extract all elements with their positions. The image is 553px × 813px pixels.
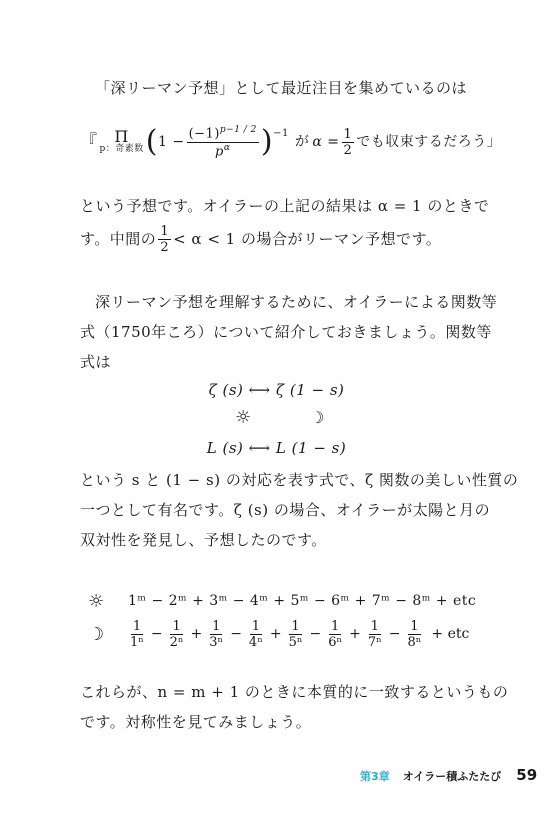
moon-term-denominator: 5ⁿ xyxy=(288,634,303,650)
paragraph-2-line-2-post: < α < 1 の場合がリーマン予想です。 xyxy=(173,230,442,248)
formula-half-num: 1 xyxy=(343,126,353,142)
moon-term-sign: + xyxy=(269,626,282,642)
moon-term-sign: − xyxy=(150,626,163,642)
paragraph-5-line-1: これらが、n = m + 1 のときに本質的に一致するというもの xyxy=(80,683,509,701)
moon-term-fraction xyxy=(170,620,184,649)
functional-equation-L: L (s) ⟷ L (1 − s) xyxy=(206,439,347,457)
moon-term-sign: − xyxy=(309,626,322,642)
formula-half xyxy=(342,128,355,157)
formula-denominator-exponent: α xyxy=(223,142,231,153)
formula-paren-close: ) xyxy=(260,124,274,159)
moon-term-denominator: 3ⁿ xyxy=(209,634,224,650)
moon-term-fraction xyxy=(328,620,342,649)
paragraph-2-half-num: 1 xyxy=(160,223,170,239)
formula-paren-open: ( xyxy=(145,124,158,159)
moon-term-denominator: 1ⁿ xyxy=(130,634,144,650)
page-footer xyxy=(360,765,538,784)
formula-numerator-exponent: p−1 / 2 xyxy=(219,125,257,136)
sun-icon: ☼ xyxy=(235,407,252,428)
moon-term-numerator: 1 xyxy=(331,618,340,634)
moon-term-denominator: 4ⁿ xyxy=(248,634,263,650)
moon-term-numerator: 1 xyxy=(370,618,379,634)
moon-icon: ☽ xyxy=(310,408,325,427)
sun-series-row xyxy=(88,586,476,616)
moon-series-tail: + etc xyxy=(431,626,470,642)
moon-term-fraction xyxy=(209,620,223,649)
moon-term-numerator: 1 xyxy=(212,618,221,634)
formula-numerator-base: (−1) xyxy=(188,126,220,142)
moon-term-fraction xyxy=(368,620,382,649)
paragraph-4-line-2: 一つとして有名です。ζ (s) の場合、オイラーが太陽と月の xyxy=(80,501,491,519)
moon-term-numerator: 1 xyxy=(251,618,261,634)
paragraph-3-line-1: 深リーマン予想を理解するために、オイラーによる関数等 xyxy=(95,293,498,311)
sun-moon-row xyxy=(0,408,553,432)
formula-ga: が xyxy=(294,134,310,150)
product-symbol: Π xyxy=(114,127,129,146)
product-formula xyxy=(80,118,500,166)
moon-series-icon: ☽ xyxy=(88,623,105,645)
paragraph-4-line-3: 双対性を発見し、予想したのです。 xyxy=(80,531,327,549)
moon-term-sign: + xyxy=(349,626,361,642)
moon-term-denominator: 2ⁿ xyxy=(169,634,184,650)
formula-numerator xyxy=(187,126,259,142)
moon-term-fraction xyxy=(289,620,303,649)
moon-term-numerator: 1 xyxy=(132,618,142,634)
formula-denominator-base: p xyxy=(215,143,224,159)
chapter-label: 第3章 xyxy=(360,770,390,783)
moon-series xyxy=(128,620,423,649)
formula-fraction xyxy=(187,126,259,158)
formula-open-bracket: 『 xyxy=(80,132,98,152)
moon-term-numerator: 1 xyxy=(291,618,300,634)
formula-tail: でも収束するだろう」 xyxy=(356,134,502,150)
paragraph-1-line-1: 「深リーマン予想」として最近注目を集めているのは xyxy=(95,79,468,97)
formula-denominator xyxy=(215,143,230,158)
functional-equation-zeta: ζ (s) ⟷ ζ (1 − s) xyxy=(208,381,345,399)
formula-half-den: 2 xyxy=(343,142,353,158)
paragraph-4-line-1: という s と (1 − s) の対応を表す式で、ζ 関数の美しい性質の xyxy=(80,471,519,489)
paragraph-3-line-3: 式は xyxy=(80,353,112,371)
moon-term-sign: + xyxy=(190,626,203,642)
paragraph-2-half-den: 2 xyxy=(160,239,170,255)
paragraph-2-line-2-pre: す。中間の xyxy=(80,230,157,248)
moon-term-fraction xyxy=(407,620,421,649)
moon-term-sign: − xyxy=(388,626,401,642)
paragraph-5-line-2: です。対称性を見てみましょう。 xyxy=(80,713,312,731)
moon-term-denominator: 6ⁿ xyxy=(328,634,343,650)
paragraph-2-line-1: という予想です。オイラーの上記の結果は α = 1 のときで xyxy=(80,197,490,215)
moon-term-fraction xyxy=(130,620,144,649)
formula-alpha-eq: α = xyxy=(312,134,340,150)
paragraph-3-line-2: 式（1750年ころ）について紹介しておきましょう。関数等 xyxy=(80,323,492,341)
moon-term-numerator: 1 xyxy=(410,618,419,634)
moon-term-sign: − xyxy=(230,626,242,642)
chapter-title: オイラー積ふたたび xyxy=(402,770,502,783)
moon-series-row xyxy=(88,614,469,654)
paragraph-2-line-2 xyxy=(80,222,500,256)
product-subscript: p：奇素数 xyxy=(99,144,144,154)
page-number: 59 xyxy=(516,766,538,784)
moon-term-denominator: 7ⁿ xyxy=(367,634,382,650)
sun-series: 1ᵐ − 2ᵐ + 3ᵐ − 4ᵐ + 5ᵐ − 6ᵐ + 7ᵐ − 8ᵐ + etc xyxy=(128,593,477,609)
moon-term-numerator: 1 xyxy=(172,618,181,634)
product-operator xyxy=(99,127,144,154)
paragraph-2-half xyxy=(158,225,171,254)
sun-series-icon: ☼ xyxy=(88,590,105,612)
formula-one-minus: 1 − xyxy=(157,134,185,150)
moon-term-fraction xyxy=(249,620,263,649)
moon-term-denominator: 8ⁿ xyxy=(407,634,422,650)
formula-outer-exponent: −1 xyxy=(273,128,289,139)
